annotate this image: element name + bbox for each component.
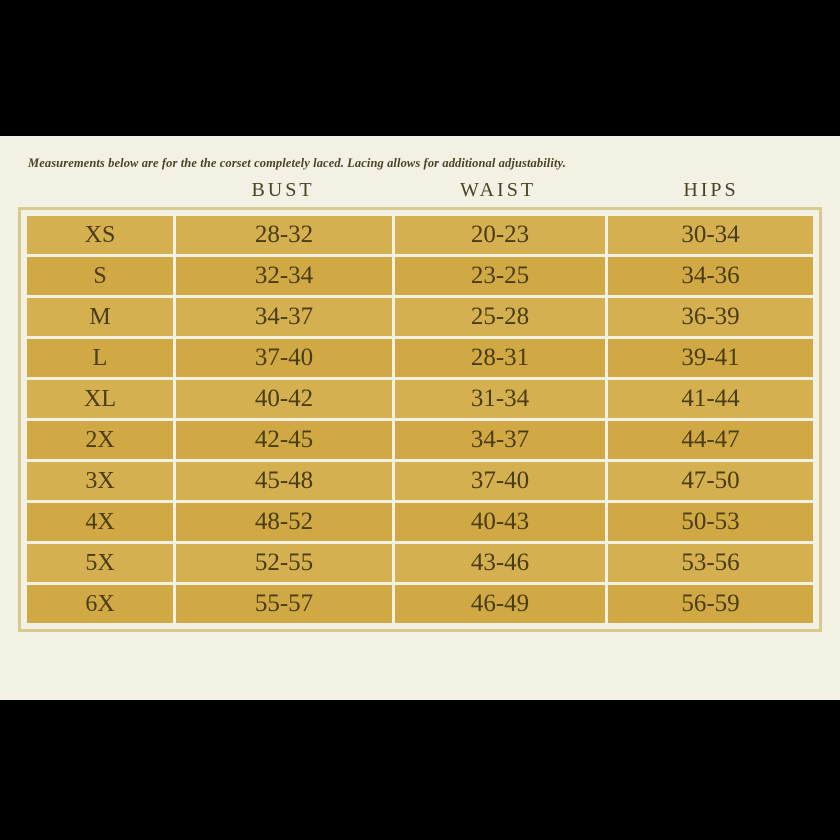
table-row: [27, 544, 813, 582]
cell-size: L: [27, 339, 173, 377]
cell-hips: 47-50: [608, 462, 813, 500]
size-table: [24, 213, 816, 626]
cell-hips: 56-59: [608, 585, 813, 623]
size-table-frame: [18, 207, 822, 632]
measurement-note: Measurements below are for the the corset completely laced. Lacing allows for additional adjustability.: [28, 156, 566, 170]
cell-hips: 36-39: [608, 298, 813, 336]
cell-hips: 50-53: [608, 503, 813, 541]
table-row: [27, 462, 813, 500]
cell-bust: 37-40: [176, 339, 392, 377]
table-row: [27, 421, 813, 459]
column-header-waist: WAIST: [459, 179, 537, 201]
table-row: [27, 585, 813, 623]
column-headers: [18, 179, 822, 207]
cell-waist: 31-34: [395, 380, 605, 418]
table-row: [27, 380, 813, 418]
cell-waist: 43-46: [395, 544, 605, 582]
cell-hips: 53-56: [608, 544, 813, 582]
cell-hips: 44-47: [608, 421, 813, 459]
cell-hips: 41-44: [608, 380, 813, 418]
table-row: [27, 216, 813, 254]
cell-bust: 42-45: [176, 421, 392, 459]
table-row: [27, 339, 813, 377]
cell-bust: 32-34: [176, 257, 392, 295]
cell-waist: 46-49: [395, 585, 605, 623]
cell-size: M: [27, 298, 173, 336]
cell-size: 2X: [27, 421, 173, 459]
cell-bust: 52-55: [176, 544, 392, 582]
cell-waist: 23-25: [395, 257, 605, 295]
column-header-hips: HIPS: [683, 179, 739, 201]
cell-waist: 28-31: [395, 339, 605, 377]
cell-size: XS: [27, 216, 173, 254]
cell-waist: 34-37: [395, 421, 605, 459]
table-row: [27, 503, 813, 541]
cell-bust: 34-37: [176, 298, 392, 336]
cell-waist: 20-23: [395, 216, 605, 254]
column-header-bust: BUST: [251, 179, 315, 201]
cell-waist: 40-43: [395, 503, 605, 541]
cell-bust: 45-48: [176, 462, 392, 500]
column-header-size: [22, 179, 174, 207]
cell-size: 6X: [27, 585, 173, 623]
cell-bust: 55-57: [176, 585, 392, 623]
cell-waist: 25-28: [395, 298, 605, 336]
cell-hips: 39-41: [608, 339, 813, 377]
cell-size: 3X: [27, 462, 173, 500]
cell-size: 4X: [27, 503, 173, 541]
cell-waist: 37-40: [395, 462, 605, 500]
cell-hips: 30-34: [608, 216, 813, 254]
bottom-divider: [0, 696, 840, 700]
cell-size: XL: [27, 380, 173, 418]
size-chart-panel: [0, 140, 840, 696]
cell-bust: 28-32: [176, 216, 392, 254]
cell-size: 5X: [27, 544, 173, 582]
cell-bust: 48-52: [176, 503, 392, 541]
cell-bust: 40-42: [176, 380, 392, 418]
cell-hips: 34-36: [608, 257, 813, 295]
cell-size: S: [27, 257, 173, 295]
table-row: [27, 257, 813, 295]
table-row: [27, 298, 813, 336]
